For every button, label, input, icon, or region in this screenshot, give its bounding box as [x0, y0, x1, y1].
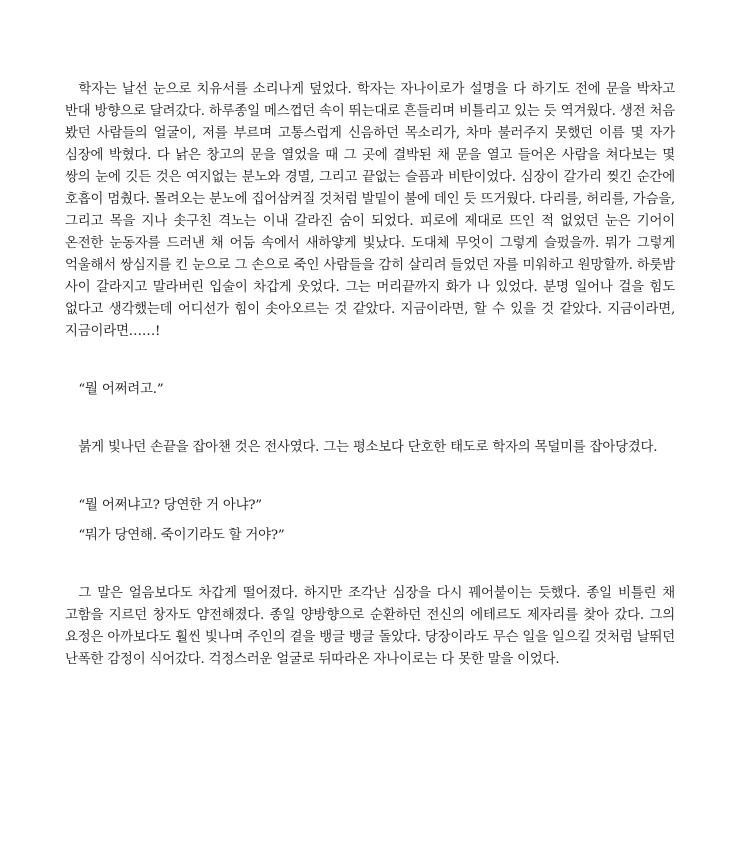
dialog-line-3: “뭐가 당연해. 죽이기라도 할 거야?”	[78, 528, 285, 543]
dialog-line-2: “뭘 어쩌냐고? 당연한 거 아냐?”	[78, 498, 262, 513]
document-body	[65, 79, 675, 671]
dialog-line-1: “뭘 어쩌려고.”	[78, 382, 164, 397]
paragraph-1: 학자는 날선 눈으로 치유서를 소리나게 덮었다. 학자는 자나이로가 설명을 다 하기도 전에 문을 박차고 반대 방향으로 달려갔다. 하루종일 메스껍던 속이 뛰는대로 흔들리며 비틀리고 있는 듯 역겨웠다. 생전 처음 봤던 사람들의 얼굴이, 저를 부르며 고통스럽게 신음하던 목소리가, 차마 불러주지 못했던 이름 몇 자가 심장에 박혔다. 다 낡은 창고의 문을 열었을 때 그 곳에 결박된 채 문을 열고 들어온 사람을 쳐다보는 몇 쌍의 눈에 깃든 것은 여지없는 분노와 경멸, 그리고 끝없는 슬픔과 비탄이었다. 심장이 갈가리 찢긴 순간에 호흡이 멈췄다. 몰려오는 분노에 집어삼켜질 것처럼 발밑이 불에 데인 듯 뜨거웠다. 다리를, 허리를, 가슴을, 그리고 목을 지나 솟구친 격노는 이내 갈라진 숨이 되었다. 피로에 제대로 뜨인 적 없었던 눈은 기어이 온전한 눈동자를 드러낸 채 어둠 속에서 새하얗게 빛났다. 도대체 무엇이 그렇게 슬펐을까. 뭐가 그렇게 억울해서 쌍심지를 킨 눈으로 그 손으로 죽인 사람들을 감히 살리려 들었던 자를 미워하고 원망할까. 하룻밤 사이 갈라지고 말라버린 입술이 차갑게 웃었다. 그는 머리끝까지 화가 나 있었다. 분명 일어나 걸을 힘도 없다고 생각했는데 어디선가 힘이 솟아오르는 것 같았다. 지금이라면, 할 수 있을 것 같았다. 지금이라면, 지금이라면……!	[65, 82, 675, 339]
paragraph-2: 붉게 빛나던 손끝을 잡아챈 것은 전사였다. 그는 평소보다 단호한 태도로 학자의 목덜미를 잡아당겼다.	[78, 440, 658, 455]
paragraph-3: 그 말은 얼음보다도 차갑게 떨어졌다. 하지만 조각난 심장을 다시 꿰어붙이는 듯했다. 종일 비틀린 채 고함을 지르던 창자도 얌전해졌다. 종일 양방향으로 순환하던 전신의 에테르도 제자리를 찾아 갔다. 그의 요정은 아까보다도 훨씬 빛나며 주인의 곁을 뱅글 뱅글 돌았다. 당장이라도 무슨 일을 일으킬 것처럼 날뛰던 난폭한 감정이 식어갔다. 걱정스러운 얼굴로 뒤따라온 자나이로는 다 못한 말을 이었다.	[65, 586, 675, 667]
